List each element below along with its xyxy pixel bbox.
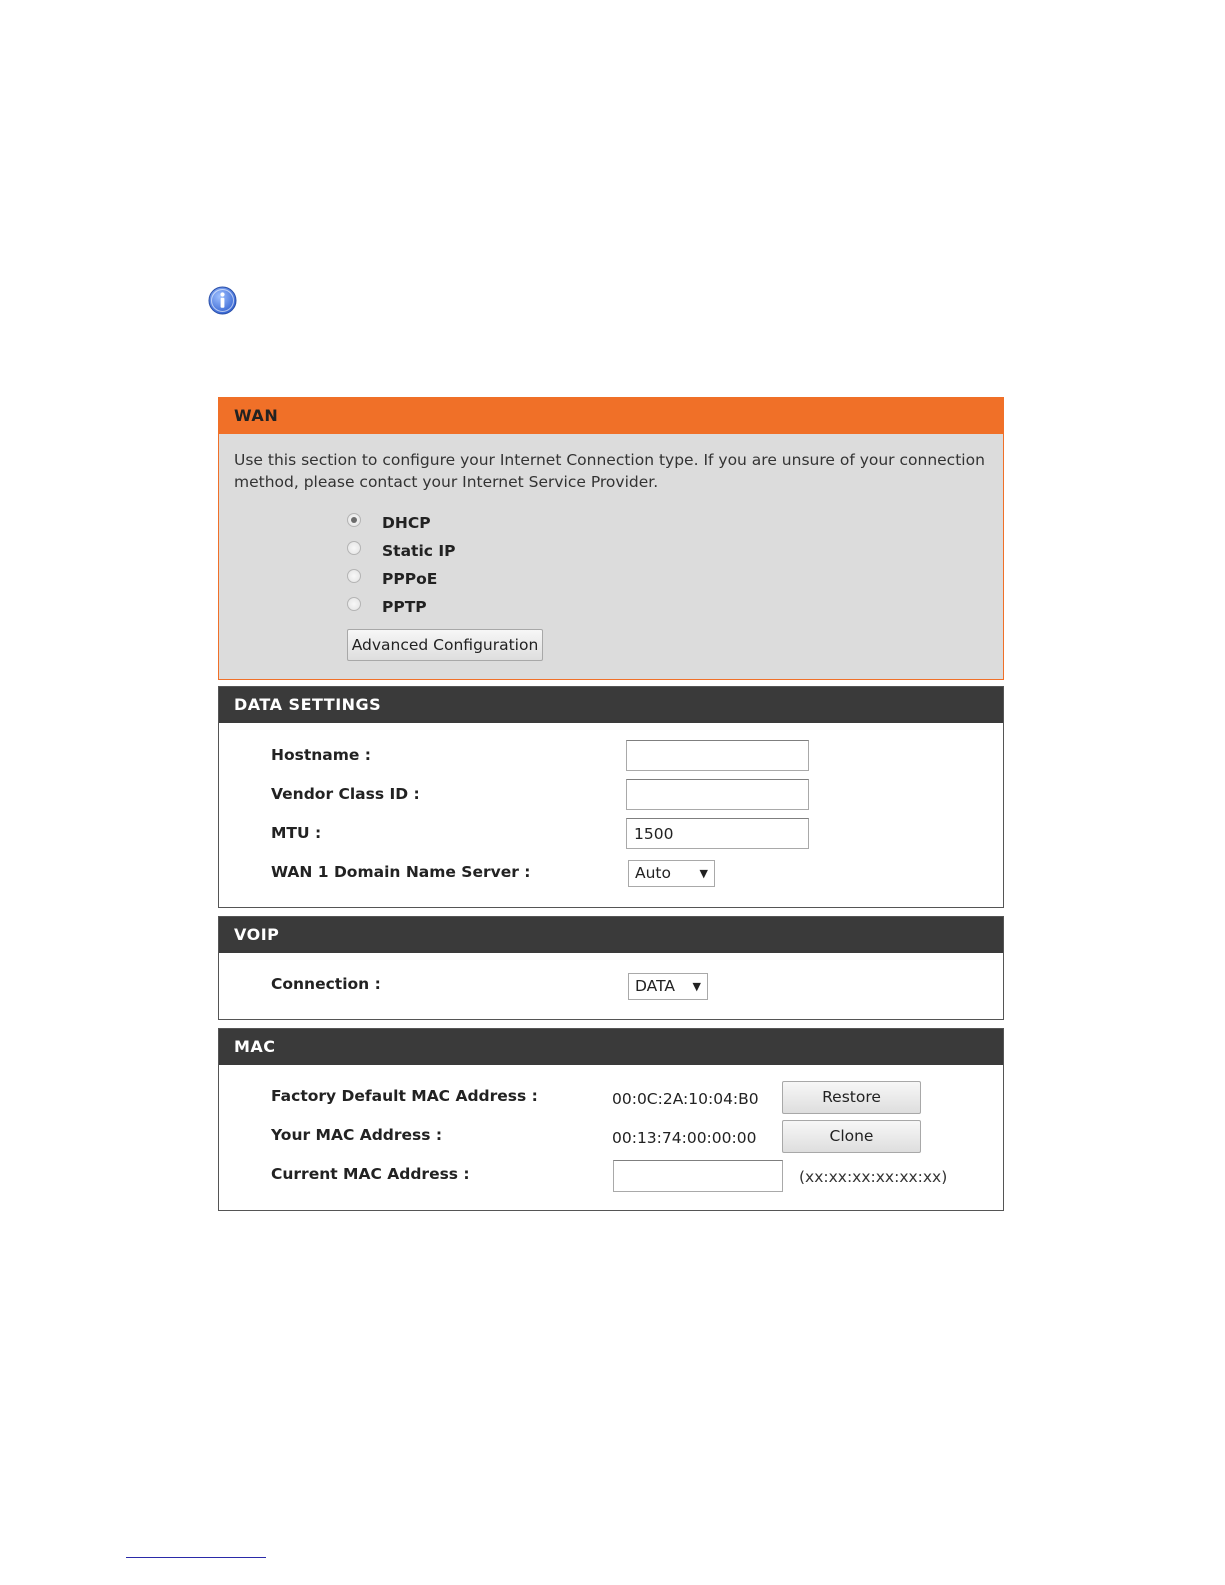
advanced-configuration-button[interactable]: Advanced Configuration bbox=[347, 629, 543, 661]
current-mac-label: Current MAC Address : bbox=[271, 1165, 470, 1183]
dns-select[interactable] bbox=[628, 860, 715, 887]
radio-option-static-ip[interactable] bbox=[347, 539, 455, 563]
pppoe-label: PPPoE bbox=[382, 570, 438, 588]
info-icon bbox=[208, 286, 237, 315]
voip-header: VOIP bbox=[219, 917, 1003, 953]
connection-label: Connection : bbox=[271, 975, 381, 993]
mac-panel bbox=[218, 1028, 1004, 1211]
voip-panel bbox=[218, 916, 1004, 1020]
radio-option-pptp[interactable] bbox=[347, 595, 427, 619]
dns-label: WAN 1 Domain Name Server : bbox=[271, 863, 531, 881]
wan-panel bbox=[218, 397, 1004, 680]
vendor-class-id-label: Vendor Class ID : bbox=[271, 785, 420, 803]
hostname-input[interactable] bbox=[626, 740, 809, 771]
footnote-divider bbox=[126, 1557, 266, 1558]
dhcp-label: DHCP bbox=[382, 514, 431, 532]
radio-option-dhcp[interactable] bbox=[347, 511, 431, 535]
connection-select[interactable] bbox=[628, 973, 708, 1000]
static-ip-label: Static IP bbox=[382, 542, 456, 560]
triangle-down-icon: ▼ bbox=[692, 980, 701, 993]
vendor-class-id-input[interactable] bbox=[626, 779, 809, 810]
restore-button[interactable]: Restore bbox=[782, 1081, 921, 1114]
pptp-radio[interactable] bbox=[347, 597, 361, 611]
mac-header: MAC bbox=[219, 1029, 1003, 1065]
triangle-down-icon: ▼ bbox=[699, 867, 708, 880]
data-settings-panel bbox=[218, 686, 1004, 908]
current-mac-input[interactable] bbox=[613, 1160, 783, 1192]
clone-button[interactable]: Clone bbox=[782, 1120, 921, 1153]
mtu-label: MTU : bbox=[271, 824, 322, 842]
your-mac-value: 00:13:74:00:00:00 bbox=[612, 1129, 757, 1147]
factory-mac-value: 00:0C:2A:10:04:B0 bbox=[612, 1090, 759, 1108]
connection-select-value: DATA bbox=[635, 977, 675, 995]
wan-header: WAN bbox=[219, 398, 1003, 434]
static-ip-radio[interactable] bbox=[347, 541, 361, 555]
radio-option-pppoe[interactable] bbox=[347, 567, 437, 591]
your-mac-label: Your MAC Address : bbox=[271, 1126, 443, 1144]
dns-select-value: Auto bbox=[635, 864, 671, 882]
pppoe-radio[interactable] bbox=[347, 569, 361, 583]
mac-format-hint: (xx:xx:xx:xx:xx:xx) bbox=[799, 1168, 948, 1186]
wan-description: Use this section to configure your Internet Connection type. If you are unsure of your connection method, please contact your Internet Service Provider. bbox=[234, 451, 985, 491]
hostname-label: Hostname : bbox=[271, 746, 372, 764]
factory-mac-label: Factory Default MAC Address : bbox=[271, 1087, 538, 1105]
mtu-input[interactable] bbox=[626, 818, 809, 849]
dhcp-radio[interactable] bbox=[347, 513, 361, 527]
pptp-label: PPTP bbox=[382, 598, 427, 616]
data-settings-header: DATA SETTINGS bbox=[219, 687, 1003, 723]
